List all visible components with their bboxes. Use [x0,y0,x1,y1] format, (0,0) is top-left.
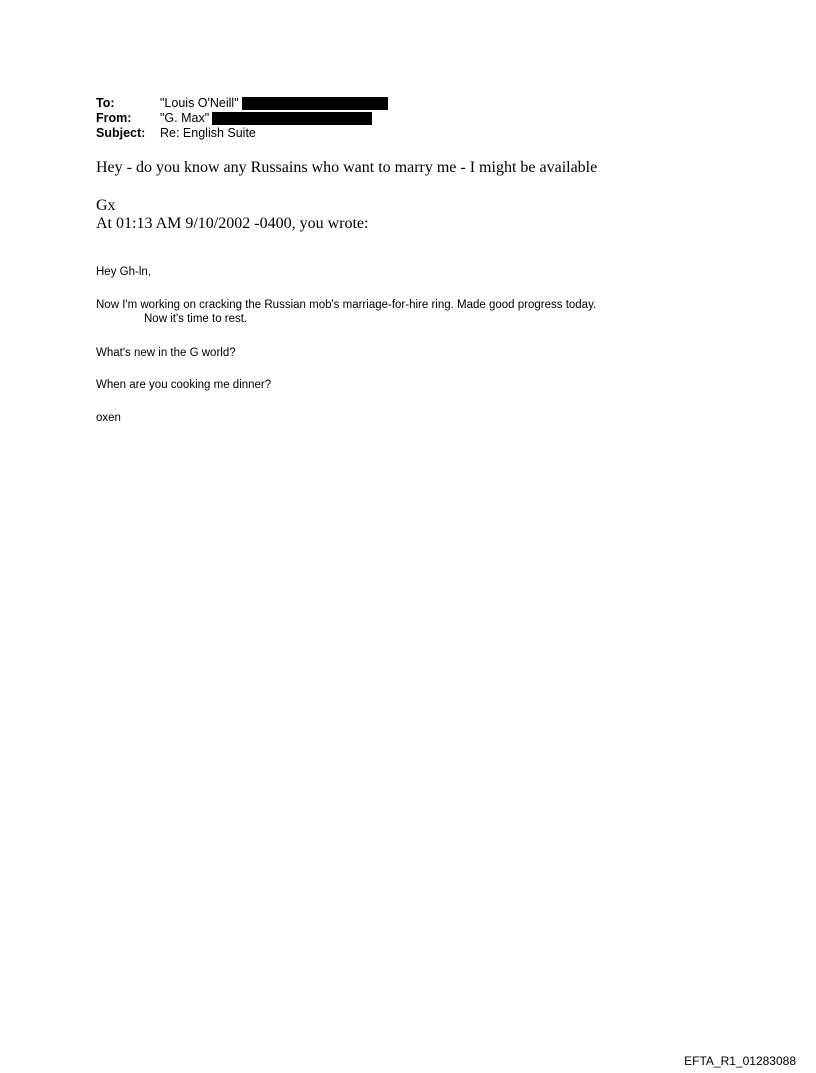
quoted-paragraph-3: When are you cooking me dinner? [96,379,272,391]
quoted-paragraph-1-line-1: Now I'm working on cracking the Russian mob's marriage-for-hire ring. Made good progress today. [96,299,597,311]
document-id: EFTA_R1_01283088 [684,1054,796,1068]
to-value [160,96,388,111]
email-header [96,96,388,141]
subject-row [96,126,388,141]
quoted-signoff: oxen [96,412,121,424]
from-label: From: [96,111,132,125]
subject-value: Re: English Suite [160,126,256,140]
body-line-1: Hey - do you know any Russains who want to marry me - I might be available [96,159,598,176]
to-label: To: [96,96,115,110]
subject-label: Subject: [96,126,146,140]
body-signoff: Gx [96,197,116,214]
to-row [96,96,388,111]
quoted-paragraph-1-line-2: Now it's time to rest. [144,313,248,325]
redaction-bar [212,112,372,125]
to-name: "Louis O'Neill" [160,96,239,110]
quoted-paragraph-2: What's new in the G world? [96,347,236,359]
from-row [96,111,388,126]
redaction-bar [242,97,388,110]
quoted-greeting: Hey Gh-ln, [96,266,151,278]
from-name: "G. Max" [160,111,210,125]
from-value [160,111,372,126]
quote-intro: At 01:13 AM 9/10/2002 -0400, you wrote: [96,215,369,232]
quoted-paragraph-1 [96,298,596,326]
